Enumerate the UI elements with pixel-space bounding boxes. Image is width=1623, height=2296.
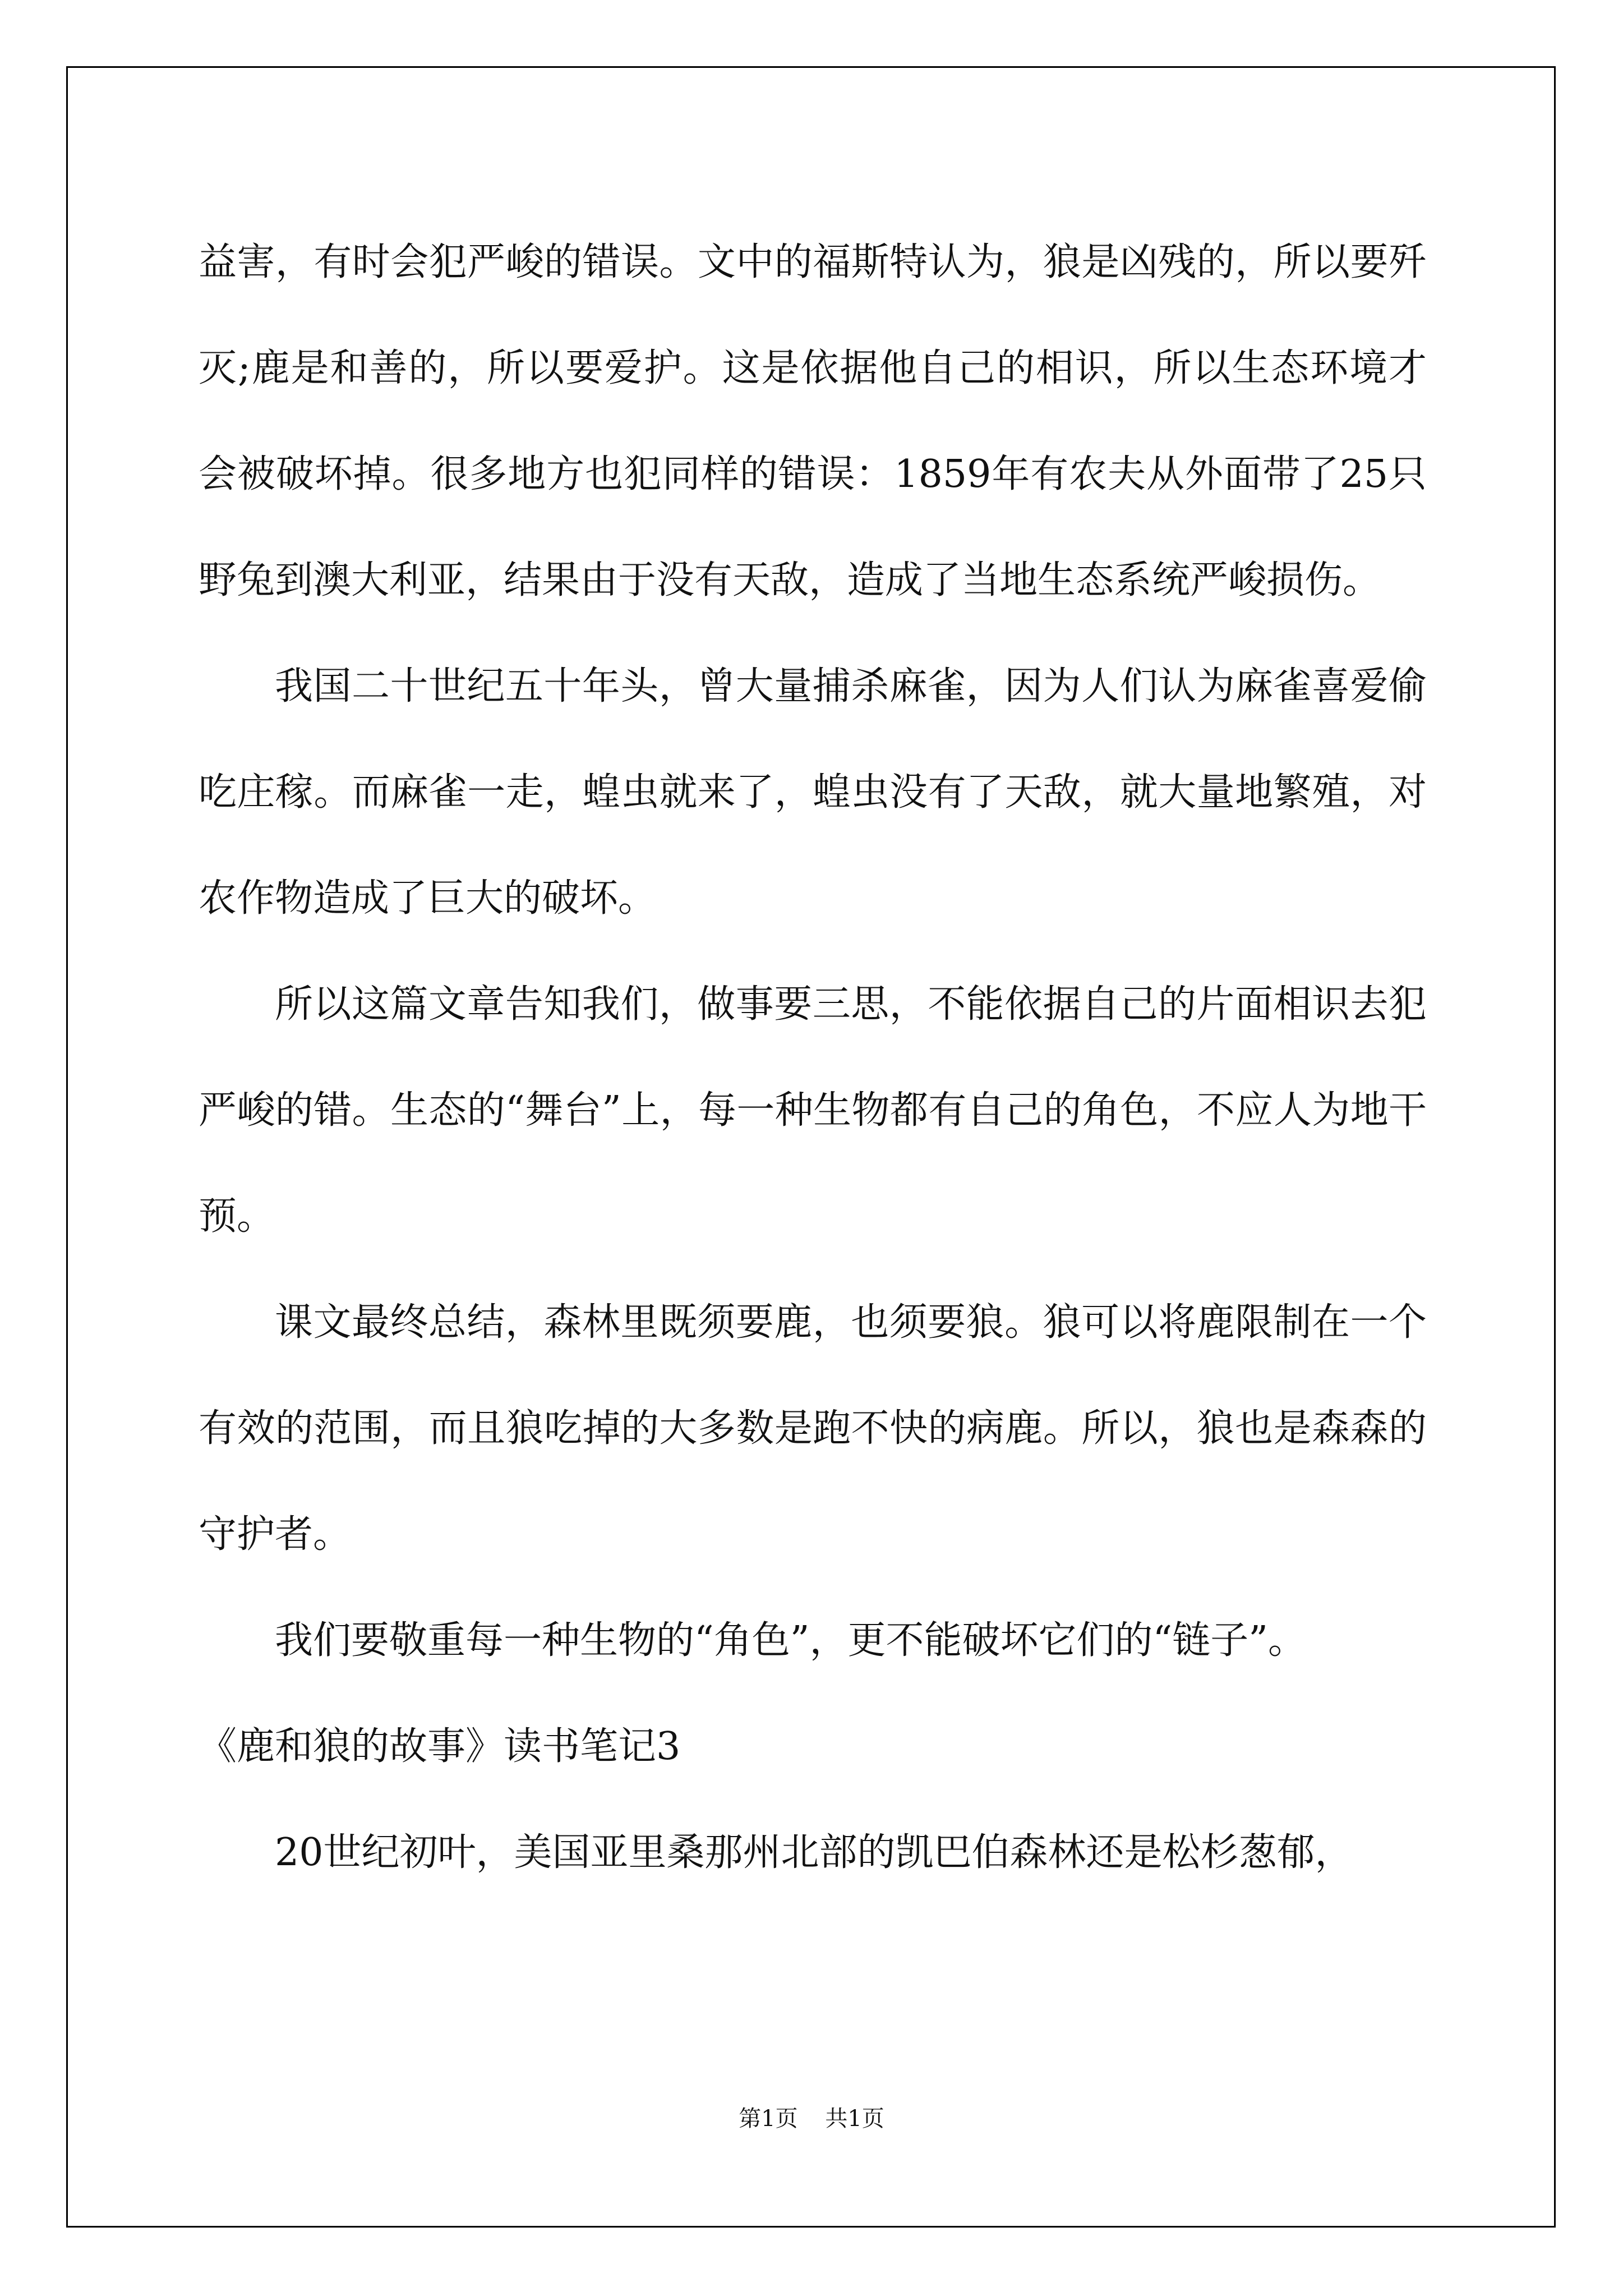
section-title: 《鹿和狼的故事》读书笔记3 — [199, 1724, 681, 1769]
paragraph-5: 我们要敬重每一种生物的“角色”，更不能破坏它们的“链子”。 — [275, 1618, 1307, 1663]
paragraph-6: 20世纪初叶，美国亚里桑那州北部的凯巴伯森林还是松杉葱郁， — [275, 1830, 1353, 1875]
paragraph-1: 益害，有时会犯严峻的错误。文中的福斯特认为，狼是凶残的，所以要歼灭;鹿是和善的，所以要爱护。这是依据他自己的相识，所以生态环境才会被破坏掉。很多地方也犯同样的错误：1859年有农夫从外面带了25只野兔到澳大利亚，结果由于没有天敌，造成了当地生态系统严峻损伤。 — [199, 240, 1427, 602]
paragraph-4: 课文最终总结，森林里既须要鹿，也须要狼。狼可以将鹿限制在一个有效的范围，而且狼吃掉的大多数是跑不快的病鹿。所以，狼也是森森的守护者。 — [199, 1300, 1427, 1557]
paragraph-2: 我国二十世纪五十年头，曾大量捕杀麻雀，因为人们认为麻雀喜爱偷吃庄稼。而麻雀一走，蝗虫就来了，蝗虫没有了天敌，就大量地繁殖，对农作物造成了巨大的破坏。 — [199, 664, 1427, 921]
page-footer — [0, 2101, 1623, 2133]
document-body — [199, 209, 1427, 1906]
page-number-current: 第1页 — [739, 2106, 798, 2132]
page-number-total: 共1页 — [825, 2106, 884, 2132]
paragraph-3: 所以这篇文章告知我们，做事要三思，不能依据自己的片面相识去犯严峻的错。生态的“舞台”上，每一种生物都有自己的角色，不应人为地干预。 — [199, 982, 1427, 1239]
